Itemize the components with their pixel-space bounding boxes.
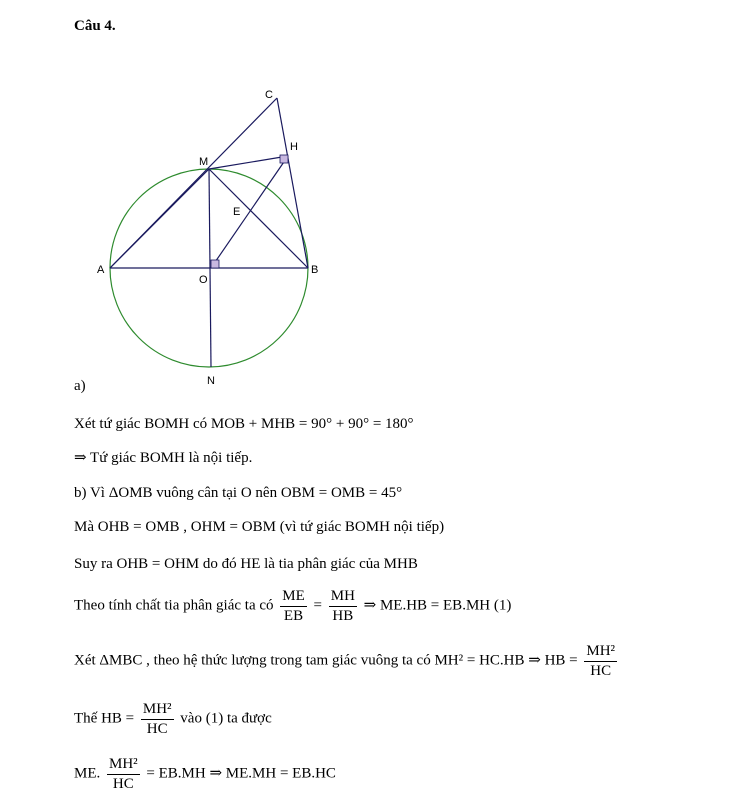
fraction-denominator: HB: [332, 607, 354, 624]
part-b-line-6: [74, 700, 272, 739]
part-b-line-3-mid: do đó HE là tia phân giác của: [202, 556, 380, 572]
part-b-line-7-post: = EB.MH ⇒ ME.MH = EB.HC: [146, 765, 336, 782]
label-c: C: [265, 89, 273, 101]
part-a-label: a): [74, 378, 86, 394]
part-a-line-2: ⇒ Tứ giác BOMH là nội tiếp.: [74, 450, 253, 466]
right-angle-h: [280, 155, 288, 163]
part-b-line-6-text: Thế HB =: [74, 710, 135, 727]
segment-ac: [110, 98, 277, 268]
part-b-line-6-post: vào (1) ta được: [180, 710, 272, 727]
segment-cb: [277, 98, 308, 268]
label-h: H: [290, 141, 298, 153]
segment-oh: [211, 156, 288, 268]
label-o: O: [199, 274, 208, 286]
fraction-denominator: HC: [146, 720, 168, 737]
part-b-line-3: [74, 556, 418, 573]
part-b-line-3-expr: OHB = OHM: [116, 556, 200, 572]
question-heading: Câu 4.: [74, 18, 116, 34]
part-b-line-3-angle: MHB: [383, 556, 418, 572]
part-b-line-2-note: (vì tứ giác BOMH nội tiếp): [279, 519, 445, 535]
label-n: N: [207, 375, 215, 387]
fraction-denominator: HC: [112, 775, 134, 792]
part-b-line-1-text: b) Vì ΔOMB vuông cân tại O nên: [74, 485, 278, 501]
part-b-line-5: [74, 642, 620, 681]
fraction-numerator: MH²: [107, 755, 140, 775]
fraction-denominator: HC: [590, 662, 612, 679]
part-b-line-7-text: ME.: [74, 765, 101, 782]
part-b-line-2: [74, 519, 444, 536]
fraction-me-eb: [280, 587, 307, 626]
fraction-mh2-hc: [141, 700, 174, 739]
fraction-mh2-hc: [584, 642, 617, 681]
part-b-line-2-text: Mà: [74, 519, 94, 535]
part-a-line-1-expr: MOB + MHB = 90° + 90° = 180°: [210, 416, 414, 432]
fraction-numerator: ME: [280, 587, 307, 607]
part-b-line-2-expr: OHB = OMB , OHM = OBM: [97, 519, 276, 535]
fraction-mh-hb: [329, 587, 357, 626]
label-m: M: [199, 156, 209, 168]
label-b: B: [311, 264, 319, 276]
fraction-numerator: MH: [329, 587, 357, 607]
part-b-line-5-expr: MH² = HC.HB ⇒ HB =: [434, 652, 578, 669]
part-b-line-1: [74, 485, 402, 502]
label-a: A: [97, 264, 105, 276]
part-b-line-4-text: Theo tính chất tia phân giác ta có: [74, 597, 274, 614]
fraction-numerator: MH²: [141, 700, 174, 720]
part-b-line-4-result: ⇒ ME.HB = EB.MH (1): [363, 597, 512, 614]
part-b-line-1-expr: OBM = OMB = 45°: [280, 485, 403, 501]
part-a-line-1: [74, 416, 414, 433]
right-angle-o: [211, 260, 219, 268]
part-b-line-4: Theo tính chất tia phân giác ta có $\frac{ME}{EB}$ = $\frac{MH}{HB}$ ⇒ ME.HB = EB.MH (1): [74, 588, 512, 624]
label-e: E: [233, 206, 241, 218]
geometry-figure: [0, 0, 744, 400]
fraction-mh2-hc: [107, 755, 140, 794]
part-b-line-3-text: Suy ra: [74, 556, 113, 572]
fraction-numerator: MH²: [584, 642, 617, 662]
fraction-denominator: EB: [283, 607, 304, 624]
part-b-line-7: [74, 755, 336, 794]
segment-mh: [209, 156, 288, 169]
part-a-line-1-text: Xét tứ giác BOMH có: [74, 416, 208, 432]
part-b-line-5-text: Xét ΔMBC , theo hệ thức lượng trong tam giác vuông ta có: [74, 652, 431, 669]
